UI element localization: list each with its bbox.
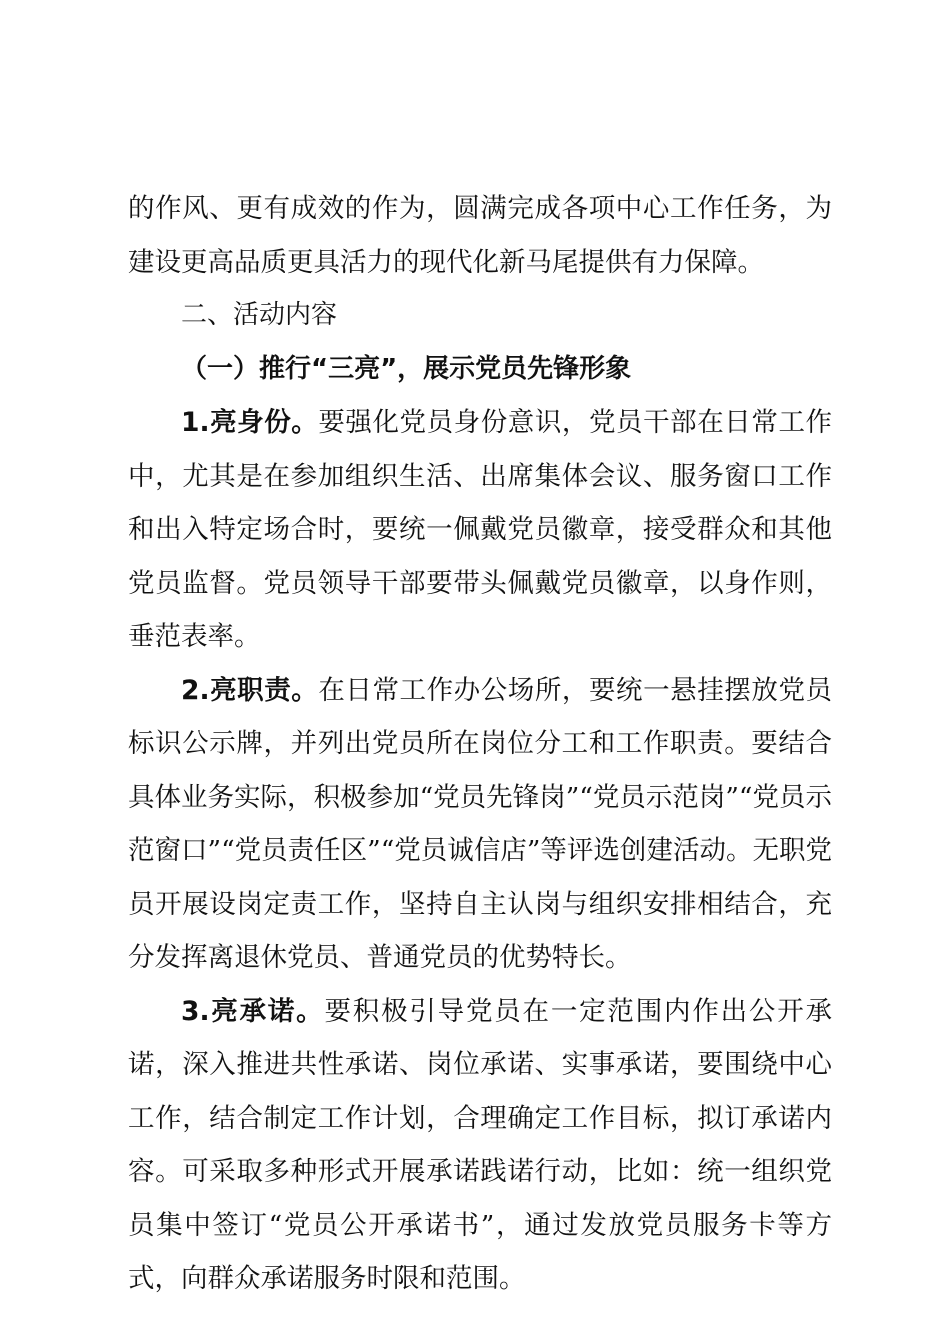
intro-paragraph: 的作风、更有成效的作为，圆满完成各项中心工作任务，为建设更高品质更具活力的现代化新马尾提供有力保障。 xyxy=(128,193,832,278)
item-lead-3: 3.亮承诺。 xyxy=(181,995,325,1027)
section-heading: 二、活动内容 xyxy=(181,300,338,330)
item-lead-1: 1.亮身份。 xyxy=(181,407,319,438)
item-text-3: 要积极引导党员在一定范围内作出公开承诺，深入推进共性承诺、岗位承诺、实事承诺，要围绕中心工作，结合制定工作计划，合理确定工作目标，拟订承诺内容。可采取多种形式开展承诺践诺行动，比如：统一组织党员集中签订“党员公开承诺书”，通过发放党员服务卡等方式，向群众承诺服务时限和范围。 xyxy=(128,995,832,1294)
subsection-heading: （一）推行“三亮”，展示党员先锋形象 xyxy=(181,353,632,384)
item-paragraph-1 xyxy=(128,396,832,664)
item-text-1: 要强化党员身份意识，党员干部在日常工作中，尤其是在参加组织生活、出席集体会议、服务窗口工作和出入特定场合时，要统一佩戴党员徽章，接受群众和其他党员监督。党员领导干部要带头佩戴党员徽章，以身作则，垂范表率。 xyxy=(128,407,833,652)
item-lead-2: 2.亮职责。 xyxy=(181,674,319,706)
item-paragraph-2 xyxy=(128,664,832,985)
item-text-2: 在日常工作办公场所，要统一悬挂摆放党员标识公示牌，并列出党员所在岗位分工和工作职责。要结合具体业务实际，积极参加“党员先锋岗”“党员示范岗”“党员示范窗口”“党员责任区”“党员诚信店”等评选创建活动。无职党员开展设岗定责工作，坚持自主认岗与组织安排相结合，充分发挥离退休党员、普通党员的优势特长。 xyxy=(128,674,833,973)
item-paragraph-3 xyxy=(128,985,832,1306)
document-body xyxy=(128,182,832,1306)
